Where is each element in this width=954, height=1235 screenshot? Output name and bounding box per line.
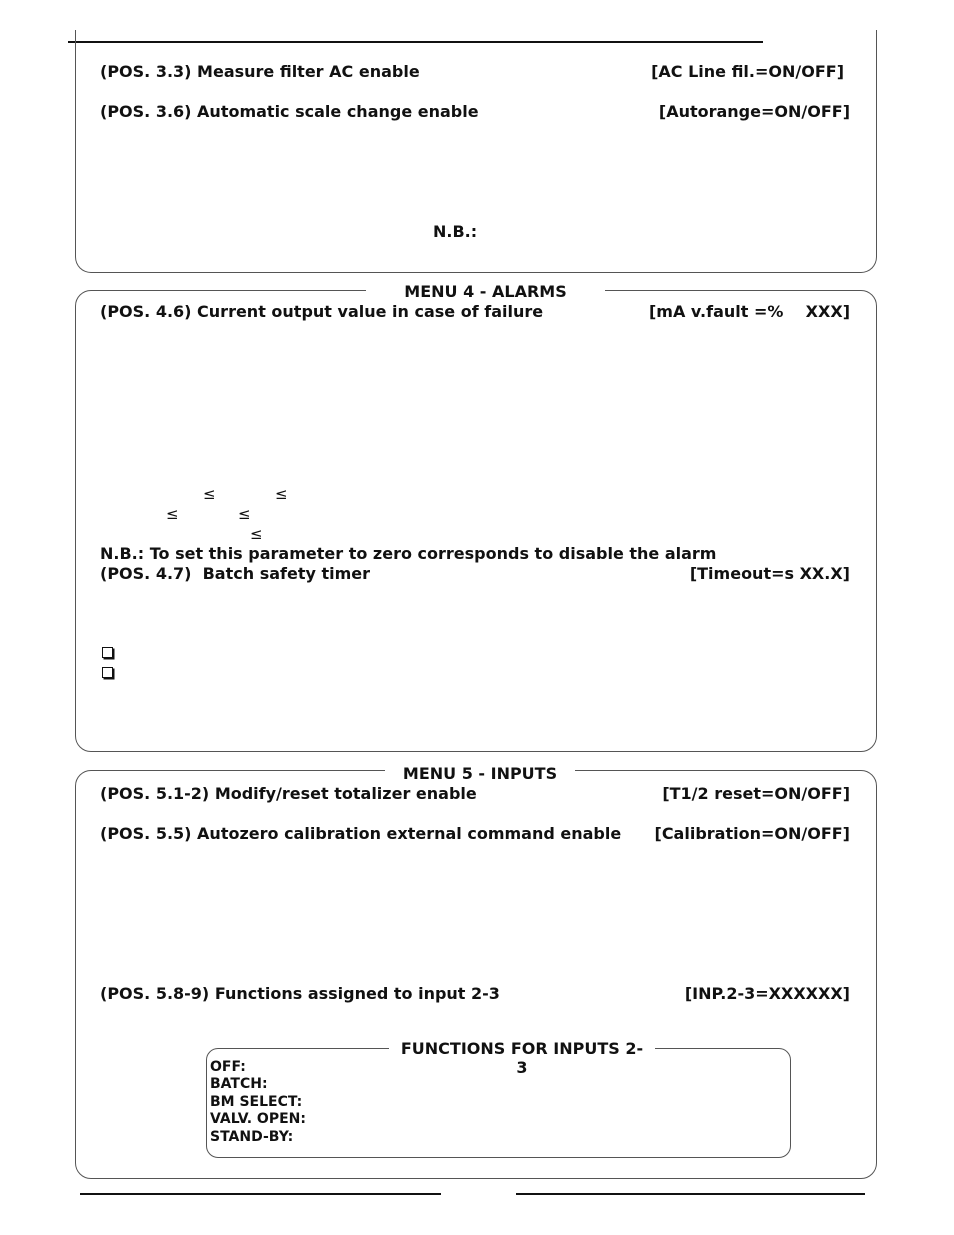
- leq-symbol: ≤: [275, 485, 288, 503]
- pos-3-3-value: [AC Line fil.=ON/OFF]: [651, 62, 844, 81]
- checkbox-icon: [102, 667, 113, 678]
- pos-5-1-2-value: [T1/2 reset=ON/OFF]: [662, 784, 850, 803]
- functions-box-header: FUNCTIONS FOR INPUTS 2-3: [389, 1039, 655, 1077]
- function-item: BM SELECT:: [210, 1094, 303, 1110]
- bottom-rule-left: [80, 1193, 441, 1195]
- pos-5-5-value: [Calibration=ON/OFF]: [654, 824, 850, 843]
- function-item: OFF:: [210, 1059, 246, 1075]
- pos-4-7-label: (POS. 4.7) Batch safety timer: [100, 564, 371, 583]
- leq-symbol: ≤: [166, 505, 179, 523]
- pos-3-3-label: (POS. 3.3) Measure filter AC enable: [100, 62, 420, 81]
- pos-3-6-value: [Autorange=ON/OFF]: [658, 102, 850, 121]
- leq-symbol: ≤: [238, 505, 251, 523]
- menu4-section-box: [75, 290, 877, 752]
- function-item: BATCH:: [210, 1076, 268, 1092]
- leq-symbol: ≤: [250, 525, 263, 543]
- menu5-header: MENU 5 - INPUTS: [385, 764, 575, 783]
- pos-4-6-label: (POS. 4.6) Current output value in case of failure: [100, 302, 544, 321]
- pos-5-8-9-value: [INP.2-3=XXXXXX]: [684, 984, 850, 1003]
- menu3-nb-note: N.B.:: [433, 222, 478, 241]
- pos-5-8-9-label: (POS. 5.8-9) Functions assigned to input 2-3: [100, 984, 500, 1003]
- function-item: STAND-BY:: [210, 1129, 294, 1145]
- checkbox-icon: [102, 647, 113, 658]
- pos-5-1-2-label: (POS. 5.1-2) Modify/reset totalizer enable: [100, 784, 477, 803]
- menu4-nb-note: N.B.: To set this parameter to zero corresponds to disable the alarm: [100, 544, 717, 563]
- pos-5-5-label: (POS. 5.5) Autozero calibration external command enable: [100, 824, 622, 843]
- pos-4-6-value: [mA v.fault =% XXX]: [648, 302, 850, 321]
- bottom-rule-right: [516, 1193, 865, 1195]
- leq-symbol: ≤: [203, 485, 216, 503]
- menu4-header: MENU 4 - ALARMS: [366, 282, 605, 301]
- function-item: VALV. OPEN:: [210, 1111, 306, 1127]
- pos-4-7-value: [Timeout=s XX.X]: [689, 564, 850, 583]
- pos-3-6-label: (POS. 3.6) Automatic scale change enable: [100, 102, 479, 121]
